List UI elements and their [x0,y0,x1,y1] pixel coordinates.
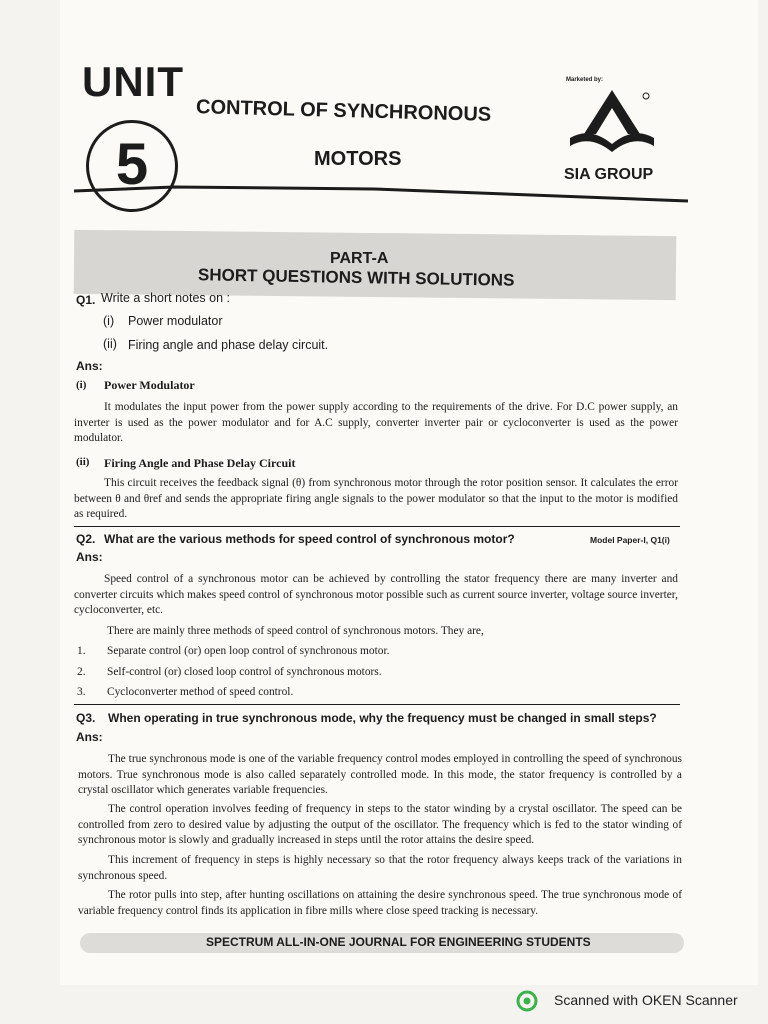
q2-paragraph: There are mainly three methods of speed control of synchronous motors. They are, [107,625,484,637]
q3-ans-label: Ans: [76,730,103,744]
q2-method: Cycloconverter method of speed control. [107,686,294,698]
sia-logo-icon [568,86,658,166]
q2-number: Q2. [76,532,96,546]
footer-journal-title: SPECTRUM ALL-IN-ONE JOURNAL FOR ENGINEERING STUDENTS [206,935,591,949]
q2-method-number: 2. [77,666,86,678]
q3-paragraph: This increment of frequency in steps is highly necessary so that the rotor frequency always keeps track of the variations in synchronous speed. [78,854,682,882]
unit-number-badge: 5 [86,120,178,212]
q2-method: Separate control (or) open loop control of synchronous motor. [107,645,390,657]
q3-paragraph: The true synchronous mode is one of the variable frequency control modes employed in controlling the speed of synchronous motors. True synchronous mode is also called separately controlled mode. In this mode, the stator frequency is controlled by a crystal oscillator which generates variable frequencies. [78,753,682,796]
q1-sub1-paragraph: It modulates the input power from the power supply according to the requirements of the drive. For D.C power supply, an inverter is used as the power modulator and for A.C supply, converter inverter pair or cycloconverter is used as the power modulator. [74,401,678,444]
q3-paragraph: The rotor pulls into step, after hunting oscillations on attaining the desire synchronous speed. The true synchronous mode of variable frequency control finds its application in fibre mills where close speed tracking is necessary. [78,889,682,917]
chapter-title-line2: MOTORS [314,148,402,170]
oken-scanner-logo-icon [516,990,538,1012]
q2-method: Self-control (or) closed loop control of synchronous motors. [107,666,382,678]
q2-paragraph: Speed control of a synchronous motor can be achieved by controlling the stator frequency there are many inverter and converter circuits which makes speed control of synchronous motor possible such as current source inverter, voltage source inverter, cycloconverter, etc. [74,573,678,616]
q2-method-number: 1. [77,645,86,657]
q1-item: Power modulator [128,314,223,328]
q3-paragraph: The control operation involves feeding of frequency in steps to the stator winding by a crystal oscillator. The speed can be controlled from zero to desired value by adjusting the output of the oscillator. The frequency which is fed to the stator winding of synchronous motor is slowly and gradually increased in steps until the rotor attains the desire speed. [78,803,682,846]
q1-sub1-title: Power Modulator [104,378,195,392]
header-rule [74,183,690,205]
q3-number: Q3. [76,711,96,725]
q1-sub2-title: Firing Angle and Phase Delay Circuit [104,456,296,470]
q1-sub2-number: (ii) [76,456,90,468]
chapter-title-line1: CONTROL OF SYNCHRONOUS [195,96,492,126]
scanner-watermark: Scanned with OKEN Scanner [554,992,738,1008]
q1-ans-label: Ans: [76,359,103,373]
q1-item-number: (i) [103,314,115,328]
brand-name: SIA GROUP [564,166,654,183]
q2-ans-label: Ans: [76,550,103,564]
q3-question: When operating in true synchronous mode, why the frequency must be changed in small steps? [108,711,657,725]
marketed-by-label: Marketed by: [566,77,604,83]
q1-item: Firing angle and phase delay circuit. [128,338,329,352]
divider [74,526,680,527]
q2-question: What are the various methods for speed control of synchronous motor? [104,532,515,546]
q1-number: Q1. [76,293,96,307]
divider [74,704,680,705]
unit-label: UNIT [82,58,184,105]
part-label: PART-A [330,250,389,267]
q2-method-number: 3. [77,686,86,698]
q1-sub2-paragraph: This circuit receives the feedback signal (θ) from synchronous motor through the rotor position sensor. It calculates the error between θ and θref and sends the appropriate firing angle signals to the power modulator so that the input to the motor is modified as required. [74,477,678,520]
section-heading: SHORT QUESTIONS WITH SOLUTIONS [197,265,515,290]
q1-item-number: (ii) [103,337,117,351]
q1-question: Write a short notes on : [101,291,230,305]
q1-sub1-number: (i) [76,379,87,391]
q2-model-paper-ref: Model Paper-I, Q1(i) [590,535,670,545]
